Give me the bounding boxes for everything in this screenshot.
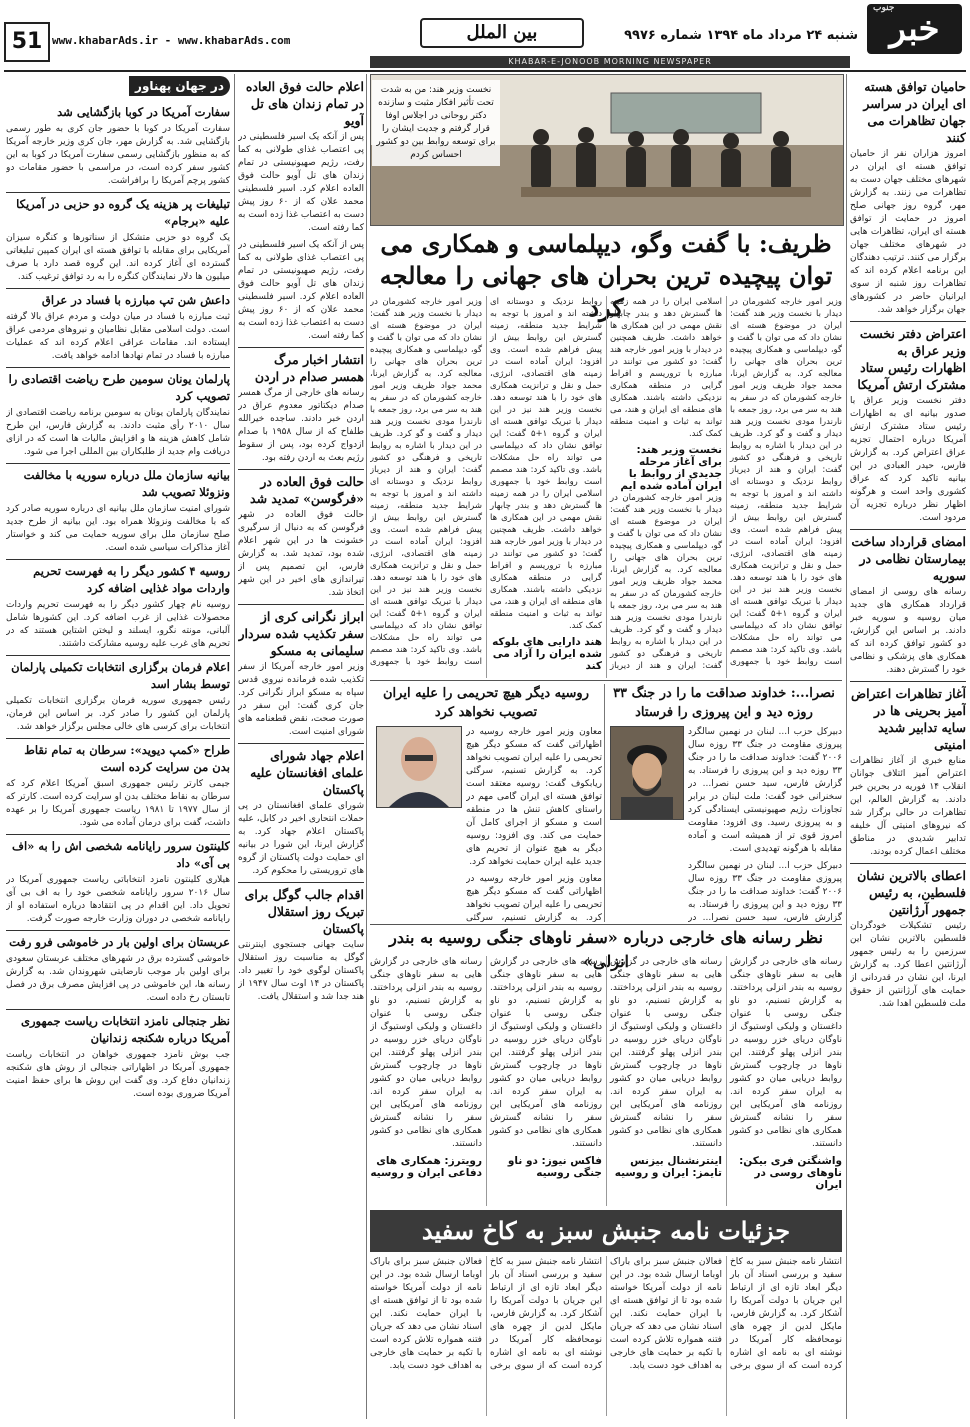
brief-body: روسیه نام چهار کشور دیگر را به فهرست تحریم واردات محصولات غذایی از غرب اضافه کرد. این کشورها شامل آلبانی، مونته نگرو، ایسلند و لیختن اشتاین هستند که در تحریم های غرب علیه روسیه مشارکت داشتند. (6, 600, 230, 649)
article-body: رسانه های خارجی در گزارش هایی به سفر ناوهای جنگی روسیه به بندر انزلی پرداختند. به گزارش تسنیم، دو ناو جنگی روسی با عنوان داغستان و ولیکی اوستیوگ از ناوگان دریای خزر روسیه در بندر انزلی پهلو گرفتند. این ناوها در چارچوب گسترش روابط دریایی میان دو کشور به ایران سفر کرده اند. روزنامه های آمریکایی این سفر را نشانه گسترش همکاری های نظامی دو کشور دانستند. (610, 957, 722, 1149)
article-body: رسانه های خارجی در گزارش هایی به سفر ناوهای جنگی روسیه به بندر انزلی پرداختند. به گزارش تسنیم، دو ناو جنگی روسی با عنوان داغستان و ولیکی اوستیوگ از ناوگان دریای خزر روسیه در بندر انزلی پهلو گرفتند. این ناوها در چارچوب گسترش روابط دریایی میان دو کشور به ایران سفر کرده اند. روزنامه های آمریکایی این سفر را نشانه گسترش همکاری های نظامی دو کشور دانستند. (370, 957, 482, 1149)
article-body: امروز هزاران نفر از حامیان توافق هسته ای ایران در شهرهای مختلف جهان دست به تظاهرات می زنند. به گزارش مهر، گروه روز جهانی صلح امروز در حمایت از توافق هسته ای ایران، تظاهرات هایی در شهرهای مختلف جهان برگزار می کنند. ترتیب دهندگان این برنامه اعلام کرده اند که تظاهرات روز شنبه از سوی ایرانیان حاضر در کشورهای جهان برگزار خواهد شد. (850, 149, 966, 315)
brief-body: سفارت آمریکا در کوبا با حضور جان کری به طور رسمی بازگشایی شد. به گزارش مهر، جان کری وزیر خارجه آمریکا که به منظور بازگشایی رسمی سفارت آمریکا در کوبا به این کشور سفر کرده است، در مراسمی با حضور مقامات دو کشور پرچم آمریکا را برافراشت. (6, 124, 230, 186)
headline-nasrallah[interactable]: نصرا...: خداوند صداقت ما را در جنگ ۳۳ روزه دید و این پیروزی را فرستاد (613, 686, 835, 720)
brief-headline[interactable]: تبلیغات پر هزینه یک گروه دو حزبی در آمریکا علیه «برجام» (6, 192, 230, 230)
section-separator (370, 680, 842, 681)
brief-body: رئیس جمهوری سوریه فرمان برگزاری انتخابات تکمیلی پارلمان این کشور را صادر کرد. بر اساس این فرمان، انتخابات برای کرسی های خالی مجلس برگزار خواهد شد. (6, 696, 230, 732)
brief-body: خاموشی گسترده برق در شهرهای مختلف عربستان سعودی برای اولین بار موجب نارضایتی شهروندان شد. به گزارش رسانه ها، این خاموشی در پی افزایش مصرف برق در فصل تابستان رخ داده است. (6, 954, 230, 1003)
headline-iraq-protest[interactable]: اعتراض دفتر نخست وزیر عراق به اظهارات رئیس ستاد مشترک ارتش آمریکا (850, 321, 966, 393)
article-body: رئیس تشکیلات خودگردان فلسطین بالاترین نشان این سرزمین را به رئیس جمهور آرژانتین اعطا کرد. به گزارش ایرنا، این نشان در قدردانی از حمایت های آرژانتین از حقوق ملت فلسطین اهدا شد. (850, 921, 966, 1009)
brief-body: یک گروه دو حزبی متشکل از سناتورها و کنگره سیزان آمریکایی برای مقابله با توافق هسته ای ایران کمپین تبلیغاتی گسترده ای آغاز کرده اند. این گروه قصد دارد با صرف میلیون ها دلار نمایندگان کنگره را به رد توافق ترغیب کند. (6, 233, 230, 282)
brief-headline[interactable]: پارلمان یونان سومین طرح ریاضت اقتصادی را تصویب کرد (6, 367, 230, 405)
masthead-rule (4, 70, 966, 72)
subheading: فاکس نیوز: دو ناو جنگی روسیه (507, 1155, 602, 1179)
article-body: پس از آنکه یک اسیر فلسطینی در پی اعتصاب غذای طولانی به کما رفت، رژیم صهیونیستی در تمام زندان های تل آویو حالت فوق العاده اعلام کرد. اسیر فلسطینی محمد علان که از ۶۰ روز پیش دست به اعتصاب غذا زده است به کما رفته است. (238, 240, 364, 341)
headline-palestine-argentina[interactable]: اعطای بالاترین نشان فلسطین، به رئیس جمهور آرژانتین (850, 863, 966, 918)
green-movement-article (370, 1256, 842, 1416)
headline-syria-russia[interactable]: امضای قرارداد ساخت بیمارستان نظامی در سوریه (850, 529, 966, 584)
ryabkov-portrait (376, 726, 462, 808)
section-badge: در جهان پهناور (129, 76, 230, 96)
brief-headline[interactable]: داعش شن تپ مبارزه با فساد در عراق (6, 288, 230, 309)
article-body: رسانه های روسی از امضای قرارداد همکاری های جدید میان روسیه و سوریه خبر دادند. بر اساس این گزارش، دو کشور توافق کرده اند که همکاری های پزشکی و نظامی خود را گسترش دهند. (850, 587, 966, 675)
main-headline[interactable]: ظریف: با گفت وگو، دیپلماسی و همکاری می توان پیچیده ترین بحران های جهانی را معالجه کرد (379, 229, 833, 322)
article-body: معاون وزیر امور خارجه روسیه در اظهاراتی گفت که مسکو دیگر هیچ تحریمی را علیه ایران تصویب نخواهد کرد. به گزارش تسنیم، سرگئی ریابکوف گفت: روسیه معتقد است توافق هسته ای ایران گامی مهم در راستای کاهش تنش ها در منطقه است و مسکو از اجرای کامل آن حمایت می کند. وی افزود: روسیه دیگر به هیچ عنوان از تحریم های جدید علیه ایران حمایت نخواهد کرد. (466, 727, 602, 867)
article-body: وزیر امور خارجه آمریکا از سفر تکذیب شده فرمانده نیروی قدس سپاه به مسکو ابراز نگرانی کرد. جان کری گفت: این سفر در صورت صحت، نقض قطعنامه های شورای امنیت است. (238, 662, 364, 737)
subheading: نخست وزیر هند: برای آغاز مرحله جدیدی از روابط با ایران آماده شده ایم (620, 444, 722, 492)
subheading: اینترنشنال بیزنس تایمز: ایران و روسیه (614, 1155, 722, 1179)
third-news-column (238, 74, 364, 1419)
website-urls[interactable]: www.khabarAds.ir - www.khabarAds.com (52, 34, 291, 47)
section-separator (370, 924, 842, 925)
logo-text: خبر (889, 9, 940, 49)
logo-subtext: جنوب (873, 3, 895, 13)
headline-kerry-soleimani[interactable]: ابراز نگرانی کری از سفر تکذیب شده سردار سلیمانی به مسکو (238, 604, 364, 659)
headline-iran-deal-rallies[interactable]: حامیان توافق هسته ای ایران در سراسر جهان تظاهرات می کنند (863, 79, 966, 145)
brief-headline[interactable]: نظر جنجالی نامزد انتخابات ریاست جمهوری آمریکا درباره شکنجه زندانیان (6, 1009, 230, 1047)
issue-date: شنبه ۲۴ مرداد ماه ۱۳۹۴ شماره ۹۹۷۶ (624, 28, 858, 43)
brief-body: هیلاری کلینتون نامزد انتخاباتی ریاست جمهوری آمریکا در سال ۲۰۱۶ سرور رایانامه شخصی خود را به اف بی آی تحویل داد. این اقدام در پی انتقادها درباره استفاده او از رایانامه شخصی در دوران وزارت خارجه صورت گرفت. (6, 875, 230, 924)
bandar-anzali-article (370, 956, 842, 1206)
column-divider (366, 74, 367, 1419)
brief-headline[interactable]: طراح «کمپ دیوید»: سرطان به تمام نقاط بدن من سرایت کرده است (6, 738, 230, 776)
article-body: وزیر امور خارجه کشورمان در دیدار با نخست وزیر هند گفت: ایران در موضوع هسته ای نشان داد که می توان با گفت و گو، دیپلماسی و همکاری پیچیده ترین بحران های جهانی را معالجه کرد. به گزارش ایرنا، محمد جواد ظریف وزیر امور خارجه کشورمان که در سفر به هند به سر می برد، روز جمعه با نارندرا مودی نخست وزیر هند دیدار و گفت و گو کرد. ظریف در این دیدار با اشاره به روابط تاریخی و فرهنگی دو کشور گفت: ایران و هند از دیرباز روابط نزدیک و دوستانه ای داشته اند و امروز با توجه به شرایط جدید منطقه، زمینه گسترش این روابط بیش از پیش فراهم شده است. وی افزود: ایران آماده است در زمینه های اقتصادی، انرژی، حمل و نقل و ترانزیت همکاری های خود را با هند توسعه دهد. نخست وزیر هند نیز در این دیدار با تبریک توافق هسته ای ایران و گروه ۱+۵ گفت: این توافق نشان داد که دیپلماسی می تواند راه حل مشکلات باشد. وی تاکید کرد: هند مصمم است روابط خود با جمهوری اسلامی ایران را در همه زمینه ها گسترش دهد و بندر چابهار نقش مهمی در این همکاری ها خواهد داشت. ظریف همچنین در دیدار با وزیر امور خارجه هند گفت: دو کشور می توانند در مبارزه با تروریسم و افراط گرایی در منطقه همکاری نزدیکی داشته باشند. همکاری های منطقه ای ایران و هند، می تواند به ثبات و امنیت منطقه کمک کند. (490, 297, 722, 671)
right-news-column (850, 74, 966, 1419)
headline-green-movement[interactable]: جزئیات نامه جنبش سبز به کاخ سفید (370, 1210, 842, 1252)
article-body: معاون وزیر امور خارجه روسیه در اظهاراتی گفت که مسکو دیگر هیچ تحریمی را علیه ایران تصویب نخواهد کرد. به گزارش تسنیم، سرگئی (466, 874, 602, 922)
brief-body: ثبت مبارزه با فساد در میان دولت و مردم عراق بالا گرفته است. دولت اسلامی مقابل نظامیان و نیروهای مردمی عراق ایستاده اند. مقامات عراقی اعلام کرده اند که عملیات مبارزه با فساد در تمام نهادها ادامه خواهد یافت. (6, 312, 230, 361)
column-divider (846, 74, 847, 1419)
headline-ferguson[interactable]: حالت فوق العاده در «فرگوسن» تمدید شد (238, 469, 364, 507)
article-body: پس از آنکه یک اسیر فلسطینی در پی اعتصاب غذای طولانی به کما رفت، رژیم صهیونیستی در تمام زندان های تل آویو حالت فوق العاده اعلام کرد. اسیر فلسطینی محمد علان که از ۶۰ روز پیش دست به اعتصاب غذا زده است به کما رفته است. (238, 132, 364, 233)
article-body: وزیر امور خارجه کشورمان در دیدار با نخست وزیر هند گفت: ایران در موضوع هسته ای نشان داد که می توان با گفت و گو، دیپلماسی و همکاری پیچیده ترین بحران های جهانی را معالجه کرد. به گزارش ایرنا، محمد جواد ظریف وزیر امور خارجه کشورمان که در سفر به هند به سر می برد، روز جمعه با نارندرا مودی نخست وزیر هند دیدار و گفت و گو کرد. ظریف در این دیدار با اشاره به روابط تاریخی و فرهنگی دو کشور گفت: ایران و هند از دیرباز روابط نزدیک و دوستانه ای داشته اند و امروز با توجه به شرایط جدید منطقه، زمینه گسترش این روابط بیش از پیش فراهم شده است. وی افزود: ایران آماده است در زمینه های اقتصادی، انرژی، حمل و نقل و ترانزیت همکاری های خود را با هند توسعه دهد. نخست وزیر هند نیز در این دیدار با تبریک توافق هسته ای ایران و گروه ۱+۵ گفت: این توافق نشان داد که دیپلماسی می تواند راه حل مشکلات باشد. وی تاکید کرد: هند مصمم است روابط خود با جمهوری (370, 297, 482, 667)
brief-headline[interactable]: اعلام فرمان برگزاری انتخابات تکمیلی پارلمان توسط بشار اسد (6, 655, 230, 693)
portrait-illustration (611, 727, 683, 819)
headline-google-pakistan[interactable]: اقدام جالب گوگل برای تبریک روز استقلال پاکستان (238, 882, 364, 937)
subheading: هند دارایی های بلوکه شده ایران را آزاد می کند (492, 636, 602, 672)
headline-tel-aviv-prisons[interactable]: اعلام حالت فوق العاده در تمام زندان های تل آویو (245, 79, 364, 128)
brief-headline[interactable]: کلینتون سرور رایانامه شخصی اش را به «اف بی آی» داد (6, 834, 230, 872)
brief-headline[interactable]: روسیه ۴ کشور دیگر را به فهرست تحریم واردات مواد غذایی اضافه کرد (6, 559, 230, 597)
page-number: 51 (4, 22, 50, 62)
brief-headline[interactable]: بیانیه سازمان ملل درباره سوریه با مخالفت ونزوئلا تصویب شد (6, 463, 230, 501)
world-briefs-column (6, 74, 230, 1419)
headline-saddam-wife[interactable]: انتشار اخبار مرگ همسر صدام در اردن (238, 347, 364, 385)
article-body: منابع خبری از آغاز تظاهرات اعتراض آمیز ائتلاف جوانان انقلاب ۱۴ فوریه در بحرین خبر دادند. به گزارش العالم، این تظاهرات در حالی برگزار شد که نیروهای امنیتی آل خلیفه تدابیر شدیدی در مناطق مختلف اعمال کرده بودند. (850, 756, 966, 857)
brief-body: نمایندگان پارلمان یونان به سومین برنامه ریاضت اقتصادی از سال ۲۰۱۰ رأی مثبت دادند. به گزارش فارس، این طرح شامل کاهش هزینه ها و افزایش مالیات ها است که در ازای دریافت وام جدید از طلبکاران بین المللی اجرا می شود. (6, 408, 230, 457)
briefs-list (6, 104, 230, 1101)
headline-russia-sanctions[interactable]: روسیه دیگر هیچ تحریمی را علیه ایران تصویب نخواهد کرد (383, 686, 589, 720)
article-body: دبیرکل حزب ا... لبنان در نهمین سالگرد پیروزی مقاومت در جنگ ۳۳ روزه سال ۲۰۰۶ گفت: خداوند صداقت ما را در جنگ ۳۳ روزه دید و این پیروزی را فرستاد. به گزارش فارس، سید حسن نصرا... در سخنرانی خود گفت: ملت لبنان در برابر تجاوزات رژیم صهیونیستی ایستادگی کرد و به پیروزی رسید. وی افزود: مقاومت امروز قوی تر از همیشه است و آماده مقابله با هرگونه تهدیدی است. (688, 727, 842, 854)
main-article-body (370, 296, 842, 678)
brief-headline[interactable]: سفارت آمریکا در کوبا بازگشایی شد (57, 105, 230, 119)
subheading: رویترز: همکاری های دفاعی ایران و روسیه (370, 1155, 482, 1179)
column-divider (234, 74, 235, 1419)
article-body: انتشار نامه جنبش سبز به کاخ سفید و بررسی اسناد آن بار دیگر ابعاد تازه ای از ارتباط این جریان با دولت آمریکا را آشکار کرد. به گزارش فارس، مایکل لدین از چهره های نومحافظه کار آمریکا در نوشته ای به نامه ای اشاره کرده است که از سوی برخی فعالان جنبش سبز برای باراک اوباما ارسال شده بود. در این نامه از دولت آمریکا خواسته شده بود تا از توافق هسته ای با ایران حمایت نکند. این اسناد نشان می دهد که جریان فتنه همواره تلاش کرده است با تکیه بر حمایت های خارجی به اهداف خود دست یابد. (370, 1257, 602, 1371)
portrait-illustration (377, 727, 461, 807)
article-body: رسانه های خارجی از مرگ همسر صدام دیکتاتور معدوم عراق در اردن خبر دادند. ساجده خیرالله طلفاح که از سال ۱۹۵۸ با صدام ازدواج کرده بود، پس از سقوط رژیم بعث به اردن رفته بود. (238, 388, 364, 463)
masthead (0, 0, 970, 60)
brief-body: شورای امنیت سازمان ملل بیانیه ای درباره سوریه صادر کرد که با مخالفت ونزوئلا همراه بود. این بیانیه از طرح جدید صلح سازمان ملل برای سوریه حمایت می کند و خواستار آغاز مذاکرات سیاسی شده است. (6, 504, 230, 553)
article-body: حالت فوق العاده در شهر فرگوسن که به دنبال از سرگیری خشونت ها در این شهر اعلام شده بود، تمدید شد. به گزارش فارس، این تصمیم پس از تیراندازی های اخیر در این شهر اتخاذ شد. (238, 510, 364, 598)
brief-headline[interactable]: عربستان برای اولین بار در خاموشی فرو رفت (6, 930, 230, 951)
article-body: شورای علمای افغانستان در پی حملات انتحاری اخیر در کابل، علیه پاکستان اعلام جهاد کرد. به گزارش ایرنا، این شورا در بیانیه ای حمایت دولت پاکستان از گروه های تروریستی را محکوم کرد. (238, 801, 364, 876)
headline-afghan-ulema[interactable]: اعلام جهاد شورای علمای افغانستان علیه پاکستان (238, 743, 364, 798)
nasrallah-portrait (610, 726, 684, 820)
article-body: دبیرکل حزب ا... لبنان در نهمین سالگرد پیروزی مقاومت در جنگ ۳۳ روزه سال ۲۰۰۶ گفت: خداوند صداقت ما را در جنگ ۳۳ روزه دید و این پیروزی را فرستاد. به گزارش فارس، سید حسن نصرا... در (688, 861, 842, 922)
brief-body: جیمی کارتر رئیس جمهوری اسبق آمریکا اعلام کرد که سرطان به نقاط مختلف بدن او سرایت کرده است. کارتر که از سال ۱۹۷۷ تا ۱۹۸۱ ریاست جمهوری آمریکا را بر عهده داشت، گفت برای درمان آماده می شود. (6, 779, 230, 828)
headline-bahrain[interactable]: آغاز تظاهرات اعتراض آمیز بحرینی ها در سایه تدابیر شدید امنیتی (850, 681, 966, 753)
russia-article (466, 726, 602, 922)
subheading: واشنگتن فری بیکن: ناوهای روسی در ایران (739, 1155, 842, 1191)
headline-bandar-anzali[interactable]: نظر رسانه های خارجی درباره «سفر ناوهای جنگی روسیه به بندر انزلی» (389, 928, 823, 971)
article-body: دفتر نخست وزیر عراق با صدور بیانیه ای به اظهارات رئیس ستاد مشترک ارتش آمریکا درباره احتمال تجزیه عراق اعتراض کرد. به گزارش فارس، حیدر العبادی در این بیانیه تاکید کرد که عراق کشوری واحد است و هرگونه اظهار نظر درباره تجزیه آن مردود است. (850, 396, 966, 523)
article-body: رسانه های خارجی در گزارش هایی به سفر ناوهای جنگی روسیه به بندر انزلی پرداختند. به گزارش تسنیم، دو ناو جنگی روسی با عنوان داغستان و ولیکی اوستیوگ از ناوگان دریای خزر روسیه در بندر انزلی پهلو گرفتند. این ناوها در چارچوب گسترش روابط دریایی میان دو کشور به ایران سفر کرده اند. روزنامه های آمریکایی این سفر را نشانه گسترش همکاری های نظامی دو کشور دانستند. (490, 957, 602, 1149)
article-body: انتشار نامه جنبش سبز به کاخ سفید و بررسی اسناد آن بار دیگر ابعاد تازه ای از ارتباط این جریان با دولت آمریکا را آشکار کرد. به گزارش فارس، مایکل لدین از چهره های نومحافظه کار آمریکا در نوشته ای به نامه ای اشاره کرده است که از سوی برخی فعالان جنبش سبز برای باراک اوباما ارسال شده بود. در این نامه از دولت آمریکا خواسته شده بود تا از توافق هسته ای با ایران حمایت نکند. این اسناد نشان می دهد که جریان فتنه همواره تلاش کرده است با تکیه بر حمایت های خارجی به اهداف خود دست یابد. (610, 1257, 842, 1371)
article-body: سایت جهانی جستجوی اینترنتی گوگل به مناسبت روز استقلال پاکستان لوگوی خود را تغییر داد. پاکستان در ۱۴ اوت سال ۱۹۴۷ از هند جدا شد و استقلال یافت. (238, 940, 364, 1002)
photo-caption: نخست وزیر هند: من به شدت تحت تأثیر افکار مثبت و سازنده دکتر روحانی در اجلاس اوفا قرار گرفتم و جدیت ایشان را برای توسعه روابط بین دو کشور احساس کردم (372, 80, 500, 166)
article-body: رسانه های خارجی در گزارش هایی به سفر ناوهای جنگی روسیه به بندر انزلی پرداختند. به گزارش تسنیم، دو ناو جنگی روسی با عنوان داغستان و ولیکی اوستیوگ از ناوگان دریای خزر روسیه در بندر انزلی پهلو گرفتند. این ناوها در چارچوب گسترش روابط دریایی میان دو کشور به ایران سفر کرده اند. روزنامه های آمریکایی این سفر را نشانه گسترش همکاری های نظامی دو کشور دانستند. (730, 957, 842, 1149)
newspaper-logo[interactable] (867, 4, 962, 54)
masthead-strip: KHABAR-E-JONOOB MORNING NEWSPAPER (370, 56, 850, 68)
section-title: بین الملل (420, 18, 584, 48)
nasrallah-article (688, 726, 842, 922)
brief-body: جب بوش نامزد جمهوری خواهان در انتخابات ریاست جمهوری آمریکا در اظهاراتی جنجالی از روش های شکنجه زندانیان دفاع کرد. وی گفت این روش ها برای حفظ امنیت آمریکا ضروری بوده است. (6, 1050, 230, 1099)
article-body: وزیر امور خارجه کشورمان در دیدار با نخست وزیر هند گفت: ایران در موضوع هسته ای نشان داد که می توان با گفت و گو، دیپلماسی و همکاری پیچیده ترین بحران های جهانی را معالجه کرد. به گزارش ایرنا، محمد جواد ظریف وزیر امور خارجه کشورمان که در سفر به هند به سر می برد، روز جمعه با نارندرا مودی نخست وزیر هند دیدار و گفت و گو کرد. ظریف در این دیدار با اشاره به روابط تاریخی و فرهنگی دو کشور گفت: ایران و هند از دیرباز روابط نزدیک و دوستانه ای داشته اند و امروز با توجه به شرایط جدید منطقه، زمینه گسترش این روابط بیش از پیش فراهم شده است. وی افزود: ایران آماده است در زمینه های اقتصادی، انرژی، حمل و نقل و ترانزیت همکاری های خود را با هند توسعه دهد. نخست وزیر هند نیز در این دیدار با تبریک توافق هسته ای ایران و گروه ۱+۵ گفت: این توافق نشان داد که دیپلماسی می تواند راه حل مشکلات باشد. وی تاکید کرد: هند مصمم است روابط خود با جمهوری اسلامی ایران را در همه زمینه ها گسترش دهد و بندر چابهار نقش مهمی در این همکاری ها خواهد داشت. ظریف همچنین در دیدار با وزیر امور خارجه هند گفت: دو کشور می توانند در مبارزه با تروریسم و افراط گرایی در منطقه همکاری نزدیکی داشته باشند. همکاری های منطقه ای ایران و هند، می تواند به ثبات و امنیت منطقه کمک کند. (610, 297, 842, 667)
column-divider (604, 684, 605, 922)
